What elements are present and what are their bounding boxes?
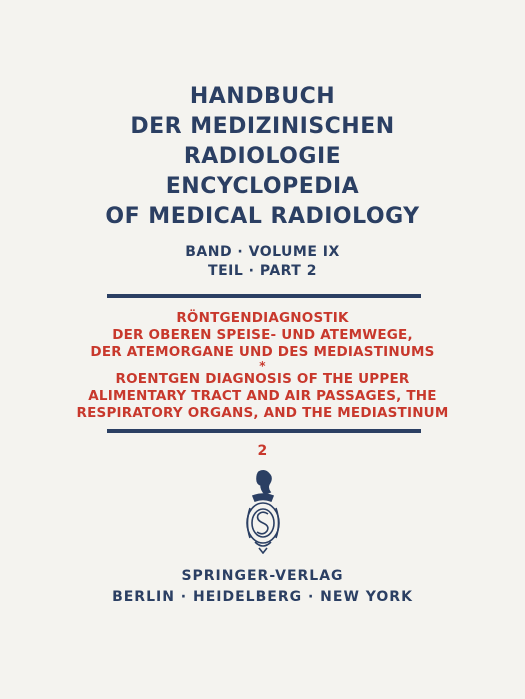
volume-teil: TEIL · PART 2 (208, 263, 317, 279)
title-de-line1: HANDBUCH (189, 84, 336, 109)
volume-block (0, 243, 525, 281)
publisher-block (0, 566, 525, 608)
subject-en-line2: ALIMENTARY TRACT AND AIR PASSAGES, THE (88, 388, 437, 404)
bottom-rule (107, 429, 421, 433)
title-en-line1: ENCYCLOPEDIA (165, 174, 360, 199)
publisher-name: SPRINGER-VERLAG (181, 568, 344, 584)
volume-band: BAND · VOLUME IX (185, 244, 340, 260)
top-rule (107, 294, 421, 298)
subject-de-line1: RÖNTGENDIAGNOSTIK (176, 310, 349, 326)
subject-block (0, 310, 525, 422)
part-number: 2 (257, 443, 268, 459)
publisher-cities: BERLIN · HEIDELBERG · NEW YORK (112, 589, 413, 605)
title-de-line3: RADIOLOGIE (183, 144, 342, 169)
subject-de-line2: DER OBEREN SPEISE- UND ATEMWEGE, (112, 327, 413, 343)
subject-separator: * (259, 359, 266, 373)
title-de-line2: DER MEDIZINISCHEN (130, 114, 395, 139)
title-en-line2: OF MEDICAL RADIOLOGY (105, 204, 420, 229)
springer-knight-logo-icon (239, 468, 287, 554)
title-block (0, 82, 525, 232)
subject-en-line3: RESPIRATORY ORGANS, AND THE MEDIASTINUM (76, 405, 449, 421)
subject-de-line3: DER ATEMORGANE UND DES MEDIASTINUMS (90, 344, 435, 360)
subject-en-line1: ROENTGEN DIAGNOSIS OF THE UPPER (115, 371, 410, 387)
